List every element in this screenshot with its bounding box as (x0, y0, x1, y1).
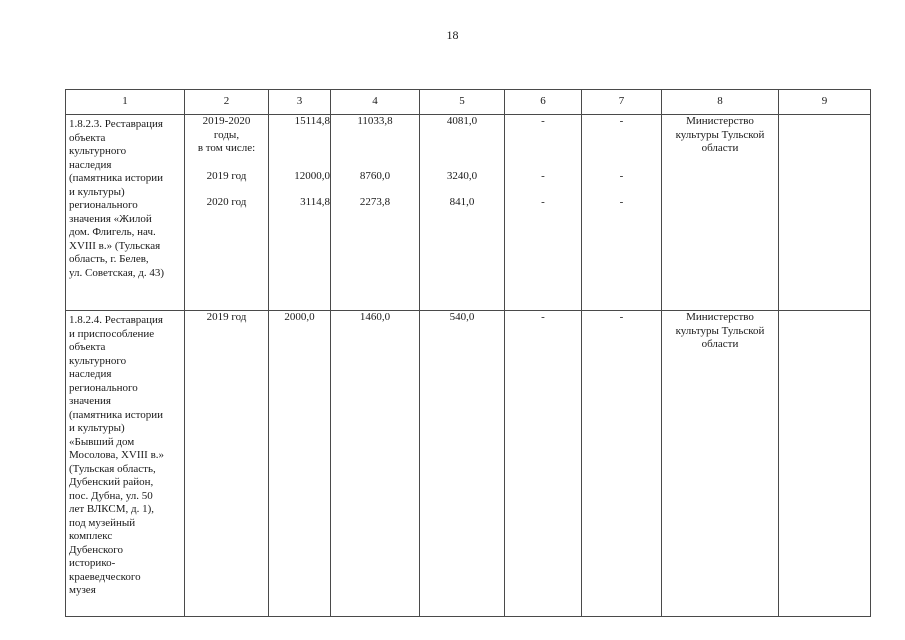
document-table (65, 89, 871, 617)
measure-name-line: 1.8.2.3. Реставрация (69, 118, 163, 130)
column-header: 5 (420, 90, 505, 115)
value-total: 540,0 (449, 311, 475, 323)
local-funding-cell (505, 311, 582, 617)
regional-funding-cell (420, 115, 505, 311)
value-total: 11033,8 (357, 115, 393, 127)
column-header: 8 (662, 90, 779, 115)
extrabudget-funding-cell (582, 311, 662, 617)
table-row (66, 311, 871, 617)
measure-name-line: Мосолова, XVIII в.» (69, 449, 165, 461)
measure-name-line: область, г. Белев, (69, 253, 149, 265)
measure-name-line: «Бывший дом (69, 435, 135, 448)
column-header: 7 (582, 90, 662, 115)
measure-name-line: объекта (69, 131, 106, 144)
executor-line: области (701, 142, 739, 154)
period-total: годы, (213, 128, 240, 141)
value-total: 2000,0 (284, 311, 315, 323)
measure-name-line: 1.8.2.4. Реставрация (69, 314, 163, 326)
measure-name-line: лет ВЛКСМ, д. 1), (69, 503, 154, 515)
value-2020: - (619, 196, 624, 208)
period-2019: 2019 год (206, 169, 247, 182)
executor-cell (662, 311, 779, 617)
measure-name-line: и культуры) (69, 422, 125, 434)
measure-name-line: музея (69, 584, 96, 596)
value-total: - (619, 311, 624, 323)
federal-funding-cell (331, 115, 420, 311)
executor-line: культуры Тульской (675, 324, 765, 337)
page-number: 18 (446, 28, 459, 42)
measure-name-line: под музейный (69, 516, 136, 529)
measure-name-line: Дубенского (69, 543, 123, 556)
column-header: 9 (779, 90, 871, 115)
column-header: 3 (269, 90, 331, 115)
value-2020: 2273,8 (359, 196, 391, 208)
value-total: 4081,0 (446, 115, 478, 127)
regional-funding-cell (420, 311, 505, 617)
executor-line: Министерство (686, 115, 754, 127)
measure-name-line: (памятника истории (69, 408, 164, 421)
value-2020: - (541, 196, 545, 208)
empty-cell (779, 115, 871, 311)
local-funding-cell (505, 115, 582, 311)
measure-name-line: и приспособление (69, 327, 155, 340)
measure-name-line: дом. Флигель, нач. (69, 226, 156, 238)
measure-name-cell (66, 115, 185, 311)
executor-line: области (701, 338, 739, 350)
measure-name-line: ул. Советская, д. 43) (69, 266, 165, 279)
measure-name-line: пос. Дубна, ул. 50 (69, 489, 153, 502)
header-row (66, 90, 871, 115)
value-total: - (619, 115, 624, 127)
value-2019: - (541, 169, 545, 182)
period-total: 2019-2020 (202, 115, 251, 127)
measure-name-line: значения «Жилой (69, 212, 152, 225)
total-funding-cell (269, 311, 331, 617)
period-cell (185, 311, 269, 617)
measure-name-line: наследия (69, 158, 112, 171)
period-cell (185, 115, 269, 311)
value-2020: 3114,8 (300, 196, 330, 208)
executor-line: Министерство (686, 311, 754, 323)
column-header: 4 (331, 90, 420, 115)
value-2019: 12000,0 (294, 169, 330, 182)
column-header: 2 (185, 90, 269, 115)
measure-name-line: историко- (69, 557, 116, 569)
value-total: 15114,8 (294, 115, 330, 127)
measure-name-line: краеведческого (69, 570, 141, 583)
executor-line: культуры Тульской (675, 128, 765, 141)
column-header: 6 (505, 90, 582, 115)
measure-name-line: и культуры) (69, 185, 125, 198)
column-header: 1 (66, 90, 185, 115)
measure-name-line: XVIII в.» (Тульская (69, 239, 161, 252)
federal-funding-cell (331, 311, 420, 617)
value-2019: - (619, 169, 624, 182)
measure-name-line: культурного (69, 145, 127, 157)
value-total: - (541, 115, 545, 127)
period-single: 2019 год (206, 311, 247, 323)
measure-name-line: регионального (69, 199, 138, 211)
table-row (66, 115, 871, 311)
measure-name-line: наследия (69, 368, 112, 380)
measure-name-line: Дубенский район, (69, 476, 154, 488)
measure-name-line: регионального (69, 381, 138, 394)
measure-name-line: значения (69, 395, 111, 407)
empty-cell (779, 311, 871, 617)
measure-name-line: (памятника истории (69, 172, 164, 184)
extrabudget-funding-cell (582, 115, 662, 311)
measure-name-line: культурного (69, 354, 127, 367)
total-funding-cell (269, 115, 331, 311)
measure-name-cell (66, 311, 185, 617)
value-total: - (541, 311, 545, 323)
measure-name-line: комплекс (69, 530, 113, 542)
measure-name-line: (Тульская область, (69, 462, 156, 475)
period-total: в том числе: (197, 142, 256, 154)
period-2020: 2020 год (206, 196, 247, 208)
executor-cell (662, 115, 779, 311)
value-2019: 8760,0 (359, 169, 391, 182)
value-2020: 841,0 (449, 196, 475, 208)
value-2019: 3240,0 (446, 169, 478, 182)
measure-name-line: объекта (69, 341, 106, 353)
value-total: 1460,0 (359, 311, 391, 323)
